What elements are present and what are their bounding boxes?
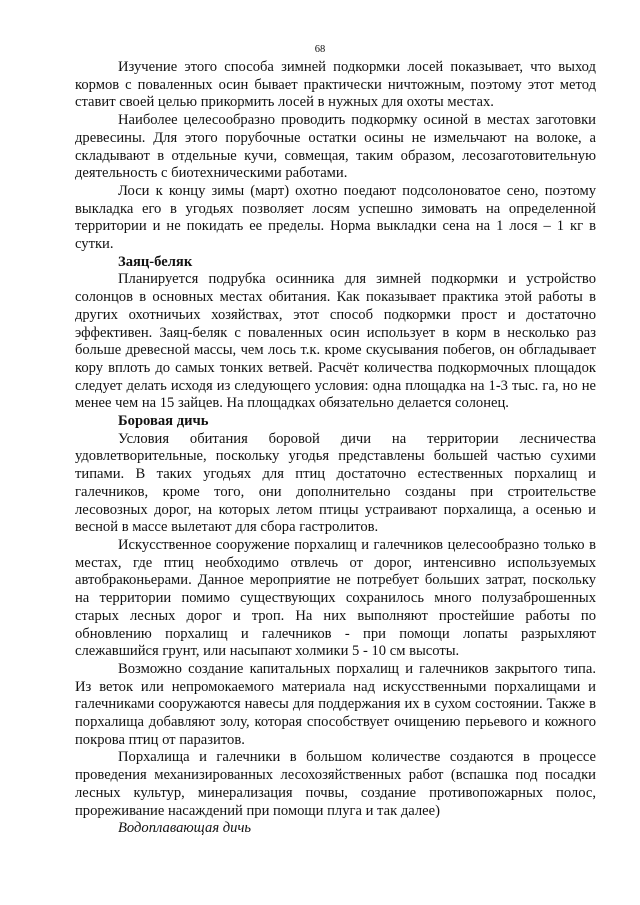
page-body xyxy=(75,59,596,838)
paragraph-mechanized-works: Порхалища и галечники в большом количестве создаются в процессе проведения механизированных лесохозяйственных работ (вспашка под посадки лесных культур, минерализация почвы, создание противопожарных полос, прореживание насаждений при помощи плуга и так далее) xyxy=(75,749,596,819)
heading-forest-game: Боровая дичь xyxy=(118,413,209,430)
page-number: 68 xyxy=(314,44,326,55)
paragraph-covered-dust-baths: Возможно создание капитальных порхалищ и галечников закрытого типа. Из веток или непромокаемого материала над искусственными порхалищами и галечниками сооружаются навесы для поддержания их в сухом состоянии. Также в порхалища добавляют золу, которая способствует очищению перьевого и кожного покрова птиц от паразитов. xyxy=(75,660,596,748)
heading-waterfowl: Водоплавающая дичь xyxy=(118,820,252,837)
paragraph-aspen-feeding-logging: Наиболее целесообразно проводить подкормку осиной в местах заготовки древесины. Для этого порубочные остатки осины не измельчают на волоке, а складывают в отдельные кучи, совмещая, таким образом, лесозаготовительную деятельность с биотехническими работами. xyxy=(75,112,596,182)
paragraph-hay-feeding: Лоси к концу зимы (март) охотно поедают подсолоноватое сено, поэтому выкладка его в угодьях позволяет лосям успешно зимовать на определенной территории и не покидать ее пределы. Норма выкладки сена на 1 лося – 1 кг в сутки. xyxy=(75,182,596,253)
paragraph-forest-game-habitat: Условия обитания боровой дичи на территории лесничества удовлетворительные, поскольку угодья представлены большей частью сухими типами. В таких угодьях для птиц достаточно естественных порхалищ и галечников, кроме того, они дополнительно созданы при строительстве лесовозных дорог, на которых летом птицы устраивают порхалища, а осенью и весной в массе вылетают для сбора гастролитов. xyxy=(75,430,596,536)
paragraph-moose-feeding-method: Изучение этого способа зимней подкормки лосей показывает, что выход кормов с поваленных осин бывает практически ничтожным, поэтому этот метод ставит своей целью прикормить лосей в нужных для охоты местах. xyxy=(75,59,596,111)
paragraph-hare-feeding: Планируется подрубка осинника для зимней подкормки и устройство солонцов в основных местах обитания. Как показывает практика этой работы в других охотничьих хозяйствах, этот способ подкормки прост и достаточно эффективен. Заяц-беляк с поваленных осин использует в корм в несколько раз больше древесной массы, чем лось т.к. кроме скусывания побегов, он обгладывает кору вплоть до самых тонких ветвей. Расчёт количества подкормочных площадок следует делать исходя из следующего условия: одна площадка на 1-3 тыс. га, но не менее чем на 15 зайцев. На площадках обязательно делается солонец. xyxy=(75,271,596,412)
paragraph-artificial-dust-baths: Искусственное сооружение порхалищ и галечников целесообразно только в местах, где птиц необходимо отвлечь от дорог, интенсивно используемых автобраконьерами. Данное мероприятие не потребует больших затрат, поскольку на территории помимо существующих сохранилось много полузаброшенных старых лесных дорог и троп. На них выполняют простейшие работы по обновлению порхалищ и галечников - при помощи лопаты разрыхляют слежавшийся грунт, или насыпают холмики 5 - 10 см высоты. xyxy=(75,536,596,660)
heading-hare: Заяц-беляк xyxy=(118,253,193,270)
